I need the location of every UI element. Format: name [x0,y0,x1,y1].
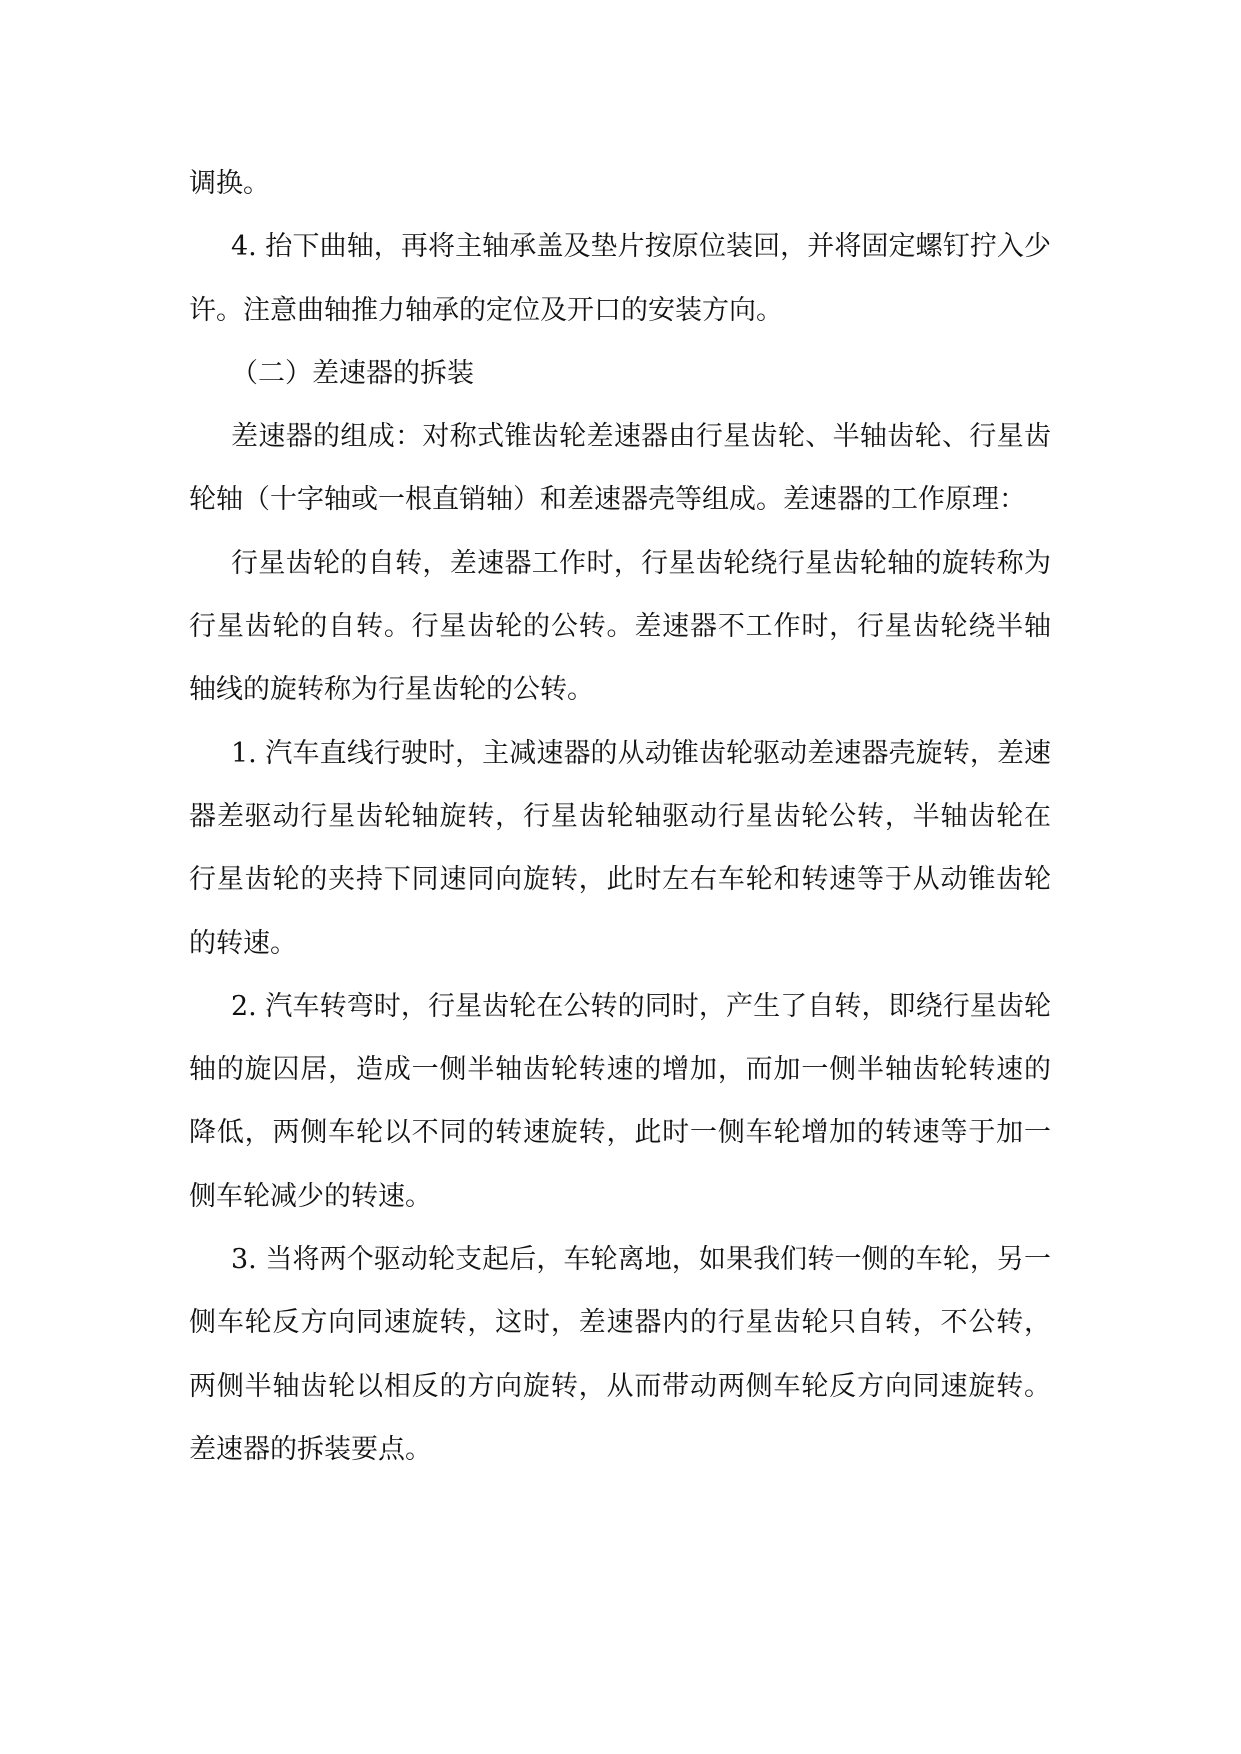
paragraph-step-1: 1. 汽车直线行驶时，主减速器的从动锥齿轮驱动差速器壳旋转，差速器差驱动行星齿轮轴旋转，行星齿轮轴驱动行星齿轮公转，半轴齿轮在行星齿轮的夹持下同速同向旋转，此时左右车轮和转速等于从动锥齿轮的转速。 [189,737,1051,959]
section-heading: （二）差速器的拆装 [231,357,474,389]
body-text [189,152,1051,1481]
paragraph-step-4: 4. 抬下曲轴，再将主轴承盖及垫片按原位装回，并将固定螺钉拧入少许。注意曲轴推力轴承的定位及开口的安装方向。 [189,231,1051,326]
paragraph-step-2: 2. 汽车转弯时，行星齿轮在公转的同时，产生了自转，即绕行星齿轮轴的旋囚居，造成一侧半轴齿轮转速的增加，而加一侧半轴齿轮转速的降低，两侧车轮以不同的转速旋转，此时一侧车轮增加的转速等于加一侧车轮减少的转速。 [189,990,1051,1212]
paragraph-continuation: 调换。 [189,168,270,199]
paragraph-composition: 差速器的组成：对称式锥齿轮差速器由行星齿轮、半轴齿轮、行星齿轮轴（十字轴或一根直销轴）和差速器壳等组成。差速器的工作原理： [189,421,1051,516]
paragraph-rotation: 行星齿轮的自转，差速器工作时，行星齿轮绕行星齿轮轴的旋转称为行星齿轮的自转。行星齿轮的公转。差速器不工作时，行星齿轮绕半轴轴线的旋转称为行星齿轮的公转。 [189,547,1051,706]
paragraph-step-3: 3. 当将两个驱动轮支起后，车轮离地，如果我们转一侧的车轮，另一侧车轮反方向同速旋转，这时，差速器内的行星齿轮只自转，不公转，两侧半轴齿轮以相反的方向旋转，从而带动两侧车轮反方向同速旋转。差速器的拆装要点。 [189,1244,1051,1465]
